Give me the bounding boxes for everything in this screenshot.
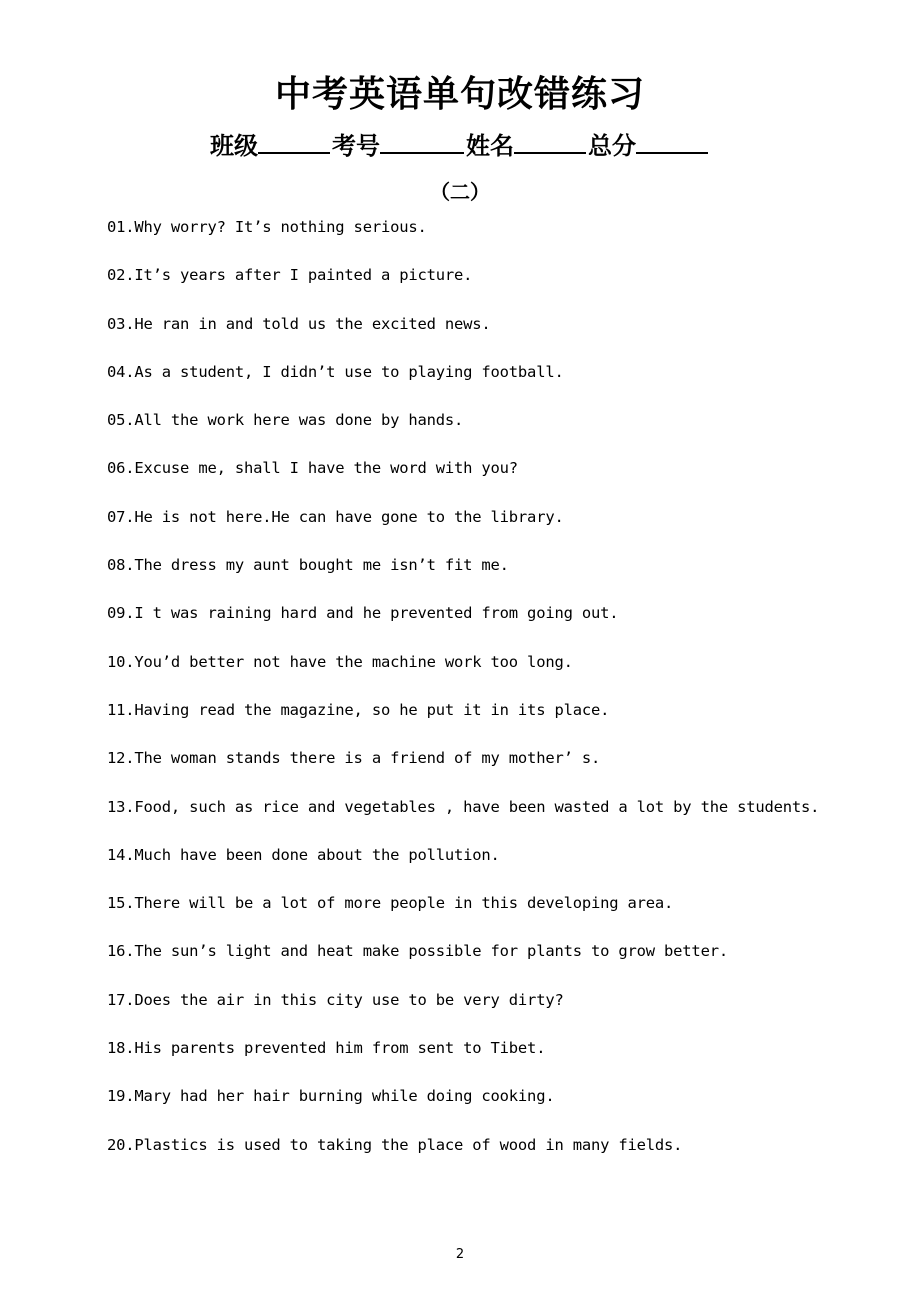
question-item: 14.Much have been done about the pollution. [107,845,500,864]
question-item: 01.Why worry? It’s nothing serious. [107,218,427,236]
question-item: 16.The sun’s light and heat make possible for plants to grow better. [107,942,728,961]
section-heading: （二） [430,180,490,204]
question-item: 06.Excuse me, shall I have the word with you? [107,459,518,478]
class-field [210,126,332,163]
name-field [466,126,588,163]
question-item: 18.His parents prevented him from sent to Tibet. [107,1039,546,1058]
question-item: 03.He ran in and told us the excited news. [107,314,491,333]
question-item: 20.Plastics is used to taking the place of wood in many fields. [107,1135,683,1154]
exam-number-field [332,126,466,163]
name-blank [514,126,586,154]
student-info-fields [0,126,920,163]
question-item: 11.Having read the magazine, so he put it in its place. [107,700,610,719]
question-item: 08.The dress my aunt bought me isn’t fit me. [107,556,509,575]
question-item: 02.It’s years after I painted a picture. [107,266,473,285]
page-number: 2 [455,1247,465,1262]
class-blank [258,126,330,154]
total-score-field [588,126,710,163]
total-score-label: 总分 [588,132,636,160]
class-label: 班级 [210,132,258,160]
question-list [107,212,897,1178]
question-item: 15.There will be a lot of more people in this developing area. [107,894,674,913]
question-item: 09.I t was raining hard and he prevented from going out. [107,604,619,623]
question-item: 07.He is not here.He can have gone to the library. [107,507,564,526]
exam-number-blank [380,126,464,154]
question-item: 10.You’d better not have the machine work too long. [107,652,573,671]
name-label: 姓名 [466,132,514,160]
question-item: 12.The woman stands there is a friend of my mother’ s. [107,749,601,768]
question-item: 19.Mary had her hair burning while doing cooking. [107,1087,555,1106]
question-item: 17.Does the air in this city use to be very dirty? [107,990,564,1009]
question-item: 13.Food, such as rice and vegetables , have been wasted a lot by the students. [107,797,820,816]
page-title: 中考英语单句改错练习 [274,74,645,115]
total-score-blank [636,126,708,154]
question-item: 05.All the work here was done by hands. [107,411,464,430]
question-item: 04.As a student, I didn’t use to playing football. [107,362,564,381]
exam-number-label: 考号 [332,132,380,160]
